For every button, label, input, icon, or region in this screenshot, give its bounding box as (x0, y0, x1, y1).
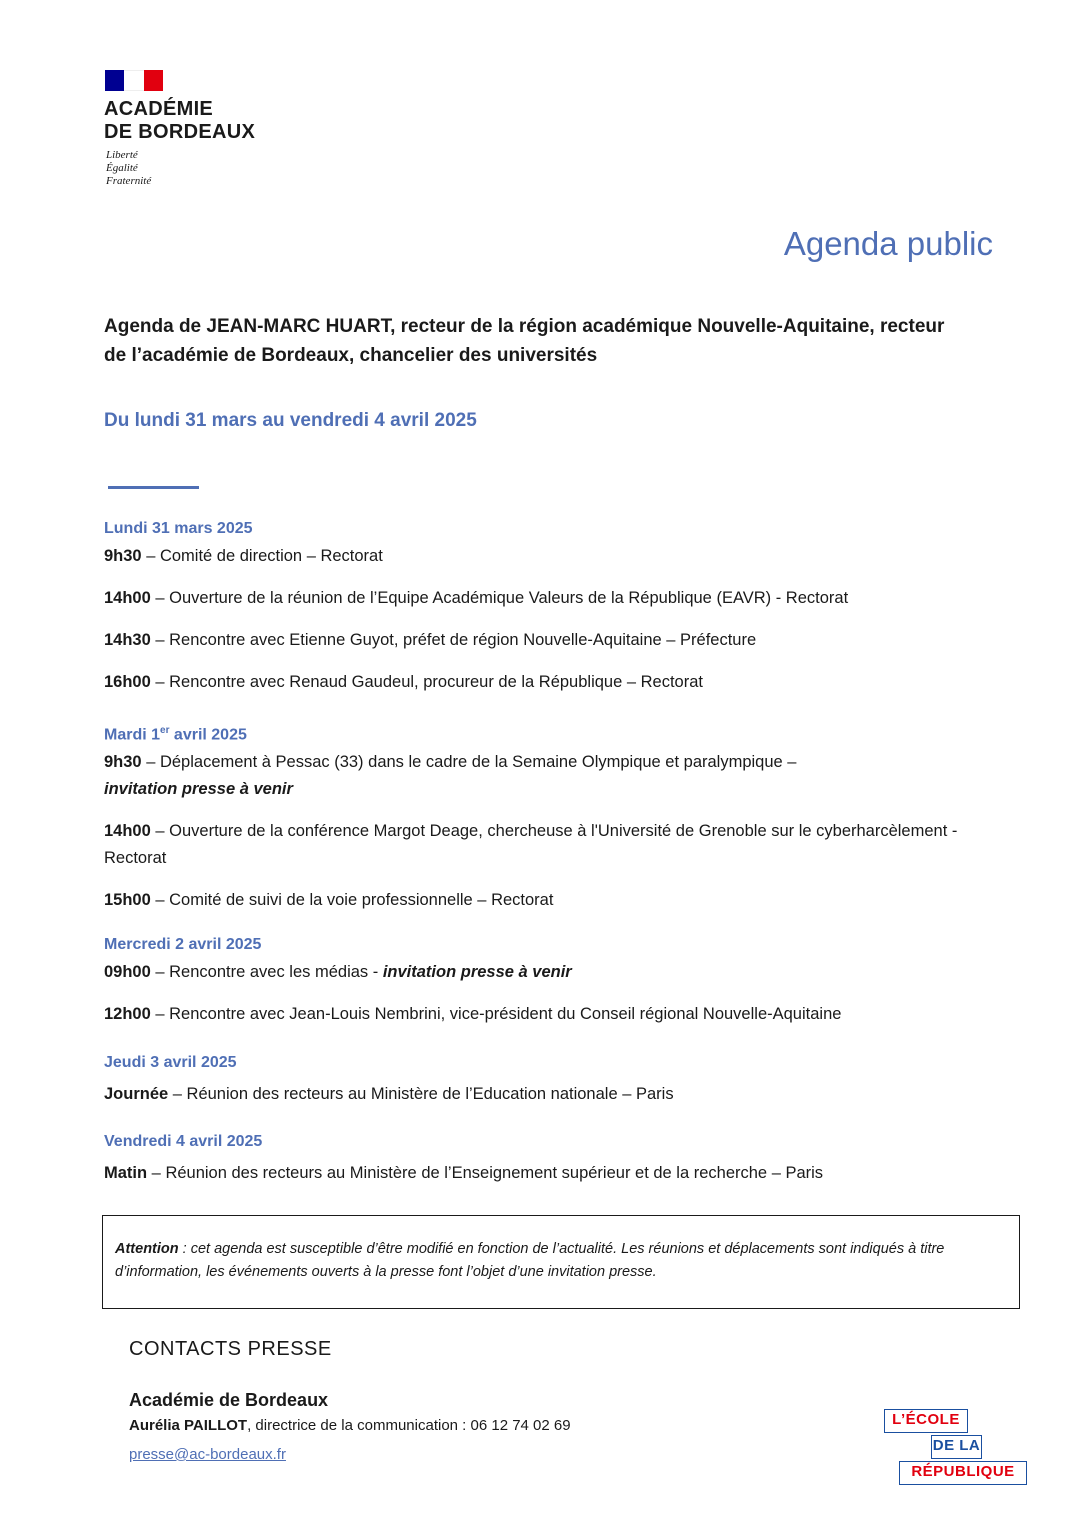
event-time: 14h00 (104, 589, 151, 607)
day-title (104, 721, 1004, 745)
event-time: Journée (104, 1085, 169, 1103)
flag-red-stripe (144, 70, 163, 91)
day-friday (104, 1132, 1004, 1187)
logo-motto (106, 149, 151, 188)
event-item (104, 959, 1004, 986)
notice-text: : cet agenda est susceptible d’être modifié en fonction de l’actualité. Les réunions et déplacements sont indiqués à titre d’information, les événements ouverts à la presse font l’objet d’une invitation presse. (115, 1241, 945, 1280)
event-item (104, 585, 1004, 612)
ecole-republique-logo (884, 1409, 1029, 1485)
event-text: – Comité de direction – Rectorat (141, 547, 383, 565)
event-item (104, 669, 1004, 696)
notice-label: Attention (115, 1241, 179, 1257)
contacts-title: CONTACTS PRESSE (129, 1338, 332, 1360)
day-title-sup: er (160, 725, 170, 736)
marianne-flag-icon (105, 70, 163, 91)
event-item (104, 1081, 1004, 1108)
day-thursday (104, 1053, 1004, 1108)
day-monday (104, 519, 1004, 696)
day-title: Jeudi 3 avril 2025 (104, 1054, 237, 1071)
motto-egalite: Égalité (106, 162, 138, 174)
event-time: 15h00 (104, 891, 151, 910)
event-item (104, 749, 1004, 803)
event-time: 16h00 (104, 673, 151, 691)
contact-email-link[interactable]: presse@ac-bordeaux.fr (129, 1446, 286, 1463)
contacts-org: Académie de Bordeaux (129, 1390, 329, 1410)
contact-role: , directrice de la communication : 06 12 74 02 69 (247, 1417, 571, 1434)
event-item (104, 543, 1004, 570)
contact-name: Aurélia PAILLOT (129, 1417, 248, 1434)
motto-liberte: Liberté (106, 149, 138, 161)
ecole-logo-line3: RÉPUBLIQUE (899, 1461, 1027, 1485)
event-text: – Réunion des recteurs au Ministère de l’Enseignement supérieur et de la recherche – Paris (147, 1164, 824, 1182)
event-press-note: invitation presse à venir (382, 963, 572, 981)
event-time: 14h00 (104, 822, 151, 841)
contacts-person (129, 1417, 571, 1434)
attention-notice (102, 1215, 1020, 1309)
flag-blue-stripe (105, 70, 124, 91)
motto-fraternite: Fraternité (106, 175, 152, 187)
day-title: Vendredi 4 avril 2025 (104, 1133, 263, 1150)
event-item (104, 627, 1004, 654)
event-text: – Ouverture de la conférence Margot Deage, chercheuse à l'Université de Grenoble sur le cyberharcèlement - Rectorat (104, 822, 958, 868)
event-time: Matin (104, 1164, 148, 1182)
day-title-prefix: Mardi 1 (104, 726, 161, 744)
event-text: – Rencontre avec Etienne Guyot, préfet de région Nouvelle-Aquitaine – Préfecture (150, 631, 757, 649)
event-item (104, 887, 1004, 914)
logo-name-line2: DE BORDEAUX (104, 121, 256, 143)
academie-logo-name (104, 98, 255, 144)
event-item (104, 1001, 1004, 1028)
agenda-heading: Agenda de JEAN-MARC HUART, recteur de la région académique Nouvelle-Aquitaine, recteur de l’académie de Bordeaux, chancelier des universités (104, 316, 945, 366)
logo-name-line1: ACADÉMIE (104, 98, 214, 120)
event-text: – Ouverture de la réunion de l’Equipe Académique Valeurs de la République (EAVR) - Rectorat (150, 589, 849, 607)
day-title: Mercredi 2 avril 2025 (104, 936, 262, 953)
event-text: – Rencontre avec Renaud Gaudeul, procureur de la République – Rectorat (150, 673, 703, 691)
section-divider (108, 486, 199, 489)
event-text: – Comité de suivi de la voie professionnelle – Rectorat (150, 891, 554, 910)
date-range: Du lundi 31 mars au vendredi 4 avril 2025 (104, 410, 477, 431)
page-title: Agenda public (783, 225, 993, 262)
event-press-note: invitation presse à venir (104, 780, 293, 799)
event-time: 14h30 (104, 631, 151, 649)
ecole-logo-line2: DE LA (931, 1435, 982, 1459)
day-title-suffix: avril 2025 (169, 726, 247, 744)
event-time: 12h00 (104, 1005, 151, 1023)
day-tuesday (104, 721, 1004, 914)
flag-white-stripe (124, 70, 144, 91)
event-item (104, 1160, 1004, 1187)
event-item (104, 818, 1004, 872)
day-wednesday (104, 935, 1004, 1028)
event-time: 9h30 (104, 547, 142, 565)
ecole-logo-line1: L’ÉCOLE (884, 1409, 968, 1433)
event-text: – Rencontre avec les médias - (150, 963, 383, 981)
event-text: – Rencontre avec Jean-Louis Nembrini, vice-président du Conseil régional Nouvelle-Aquitaine (150, 1005, 842, 1023)
event-text: – Réunion des recteurs au Ministère de l’Education nationale – Paris (168, 1085, 674, 1103)
day-title: Lundi 31 mars 2025 (104, 520, 253, 537)
event-time: 9h30 (104, 753, 142, 772)
event-text: – Déplacement à Pessac (33) dans le cadre de la Semaine Olympique et paralympique – (141, 753, 797, 772)
event-time: 09h00 (104, 963, 151, 981)
